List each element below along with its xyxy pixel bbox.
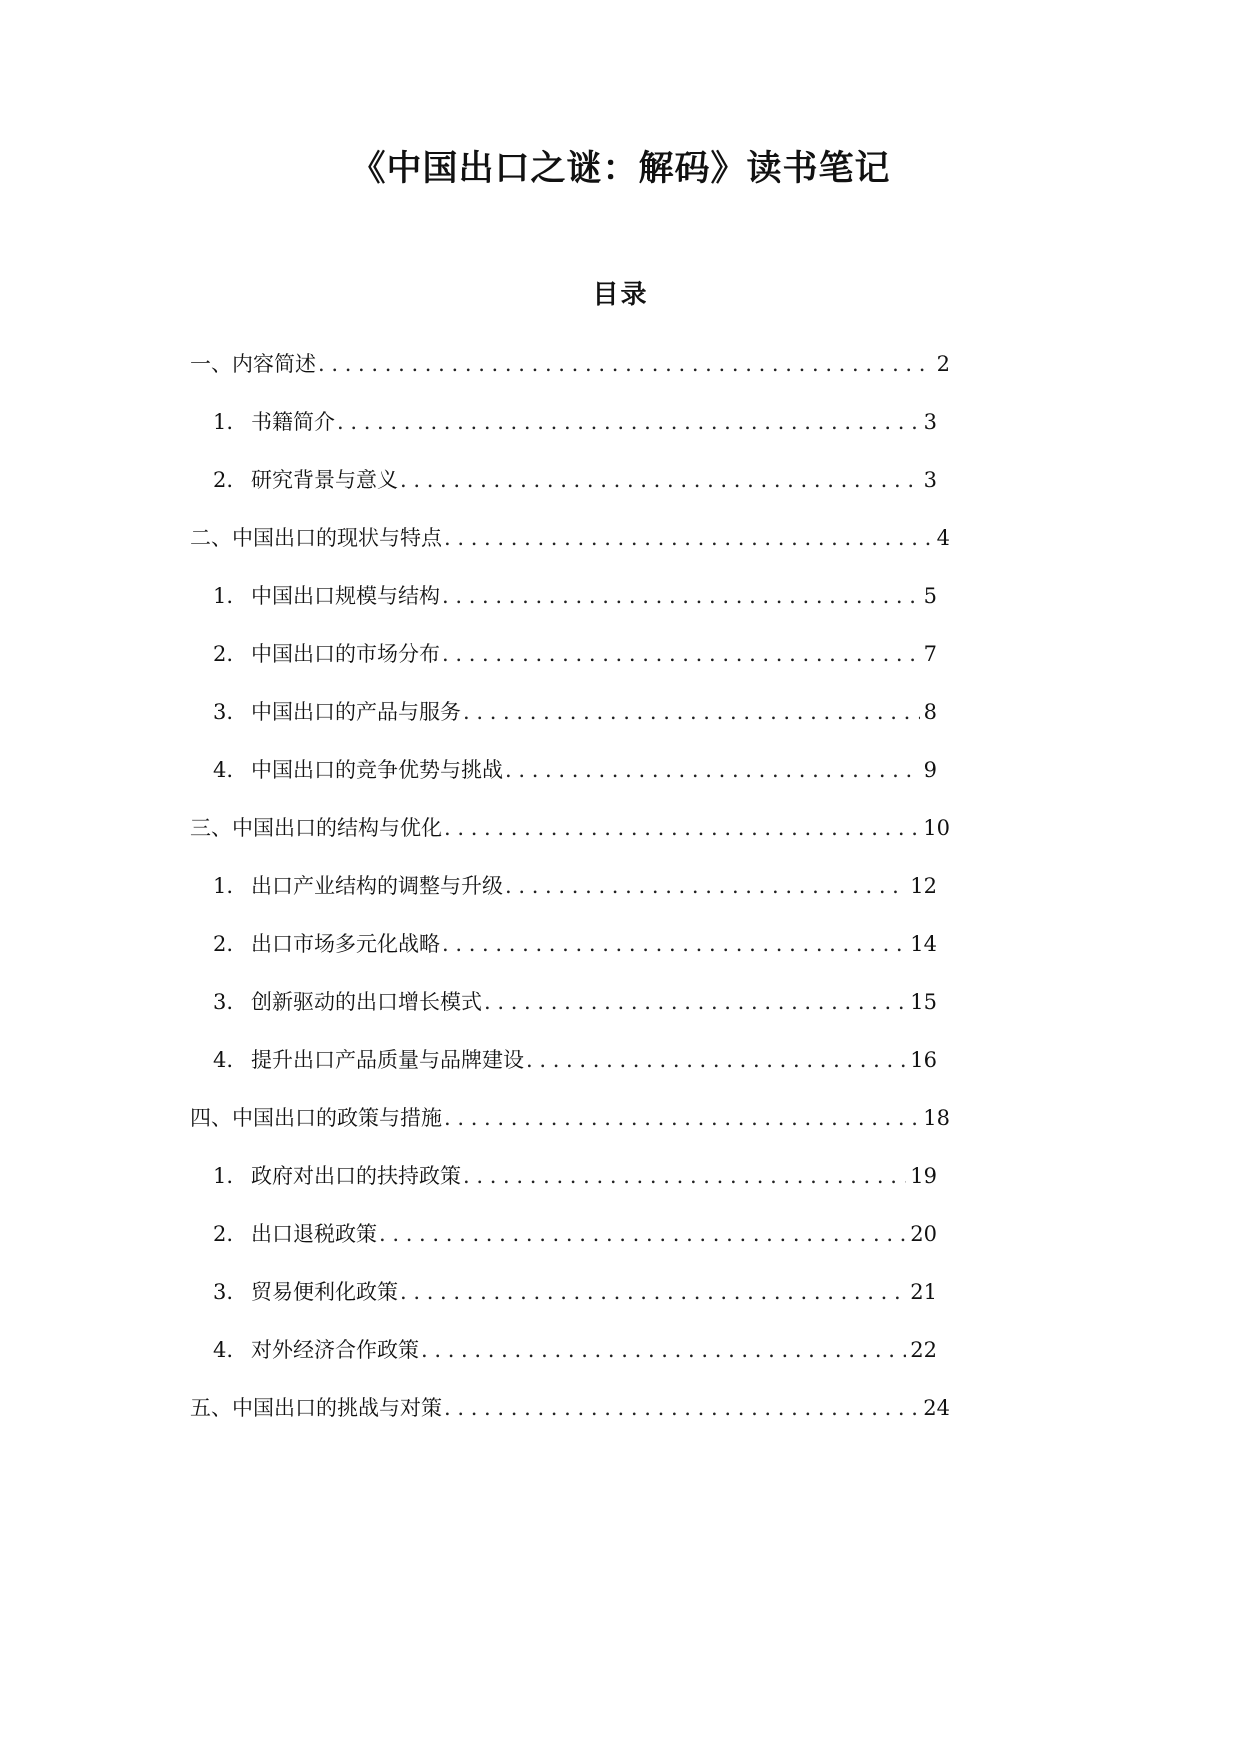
toc-dot-leader	[444, 1101, 919, 1135]
toc-entry[interactable]	[213, 1275, 937, 1309]
toc-entry[interactable]	[213, 927, 937, 961]
toc-entry-label: 书籍简介	[251, 410, 335, 434]
toc-page-number: 8	[923, 700, 937, 724]
toc-entry-number: 3.	[213, 990, 234, 1014]
toc-page-number: 4	[936, 526, 950, 550]
toc-dot-leader	[444, 521, 933, 555]
toc-dot-leader	[379, 1217, 906, 1251]
toc-dot-leader	[526, 1043, 906, 1077]
toc-entry-number: 3.	[213, 700, 234, 724]
toc-page-number: 21	[910, 1280, 937, 1304]
toc-page-number: 9	[923, 758, 937, 782]
toc-page-number: 3	[923, 410, 937, 434]
toc-dot-leader	[463, 1159, 906, 1193]
toc-dot-leader	[442, 927, 906, 961]
toc-entry[interactable]	[213, 1217, 937, 1251]
toc-dot-leader	[421, 1333, 906, 1367]
toc-entry[interactable]	[190, 1101, 950, 1135]
toc-entry-label: 三、中国出口的结构与优化	[190, 816, 442, 840]
toc-entry[interactable]	[213, 753, 937, 787]
toc-entry-label: 中国出口的产品与服务	[251, 700, 461, 724]
toc-page-number: 18	[923, 1106, 950, 1130]
toc-dot-leader	[484, 985, 906, 1019]
toc-page-number: 3	[923, 468, 937, 492]
toc-dot-leader	[463, 695, 920, 729]
toc-page-number: 5	[923, 584, 937, 608]
toc-dot-leader	[318, 347, 933, 381]
toc-entry-number: 4.	[213, 1338, 234, 1362]
toc-entry-number: 1.	[213, 410, 234, 434]
toc-page-number: 12	[910, 874, 937, 898]
toc-entry[interactable]	[213, 405, 937, 439]
toc-entry[interactable]	[213, 695, 937, 729]
toc-entry[interactable]	[213, 637, 937, 671]
toc-entry-label: 对外经济合作政策	[251, 1338, 419, 1362]
toc-page-number: 15	[910, 990, 937, 1014]
toc-entry[interactable]	[213, 1043, 937, 1077]
toc-entry[interactable]	[190, 347, 950, 381]
toc-page-number: 14	[910, 932, 937, 956]
toc-dot-leader	[442, 579, 920, 613]
toc-dot-leader	[444, 811, 919, 845]
toc-page-number: 24	[923, 1396, 950, 1420]
toc-page-number: 7	[923, 642, 937, 666]
toc-entry-number: 4.	[213, 758, 234, 782]
toc-dot-leader	[442, 637, 920, 671]
toc-entry-number: 2.	[213, 642, 234, 666]
toc-entry-label: 一、内容简述	[190, 352, 316, 376]
toc-page-number: 20	[910, 1222, 937, 1246]
toc-entry[interactable]	[213, 985, 937, 1019]
toc-entry-number: 2.	[213, 468, 234, 492]
toc-entry-number: 3.	[213, 1280, 234, 1304]
toc-entry-label: 二、中国出口的现状与特点	[190, 526, 442, 550]
toc-entry-label: 贸易便利化政策	[251, 1280, 398, 1304]
toc-dot-leader	[337, 405, 920, 439]
toc-dot-leader	[505, 869, 906, 903]
document-title: 《中国出口之谜：解码》读书笔记	[350, 149, 891, 189]
toc-entry-label: 出口退税政策	[251, 1222, 377, 1246]
toc-page-number: 22	[910, 1338, 937, 1362]
toc-entry[interactable]	[213, 1159, 937, 1193]
toc-page-number: 2	[936, 352, 950, 376]
toc-entry[interactable]	[190, 1391, 950, 1425]
toc-page-number: 19	[910, 1164, 937, 1188]
toc-entry-label: 中国出口的竞争优势与挑战	[251, 758, 503, 782]
toc-entry-label: 出口产业结构的调整与升级	[251, 874, 503, 898]
toc-entry-label: 创新驱动的出口增长模式	[251, 990, 482, 1014]
toc-entry[interactable]	[190, 521, 950, 555]
toc-page-number: 16	[910, 1048, 937, 1072]
toc-entry-label: 出口市场多元化战略	[251, 932, 440, 956]
toc-entry[interactable]	[213, 463, 937, 497]
toc-dot-leader	[400, 463, 920, 497]
toc-page-number: 10	[923, 816, 950, 840]
toc-entry-number: 2.	[213, 1222, 234, 1246]
toc-entry[interactable]	[190, 811, 950, 845]
toc-entry[interactable]	[213, 869, 937, 903]
toc-entry-label: 提升出口产品质量与品牌建设	[251, 1048, 524, 1072]
toc-heading: 目录	[592, 280, 649, 310]
toc-entry-number: 2.	[213, 932, 234, 956]
toc-dot-leader	[505, 753, 920, 787]
toc-entry-number: 1.	[213, 874, 234, 898]
toc-entry-label: 中国出口规模与结构	[251, 584, 440, 608]
toc-entry[interactable]	[213, 1333, 937, 1367]
toc-entry-number: 1.	[213, 1164, 234, 1188]
toc-entry-label: 中国出口的市场分布	[251, 642, 440, 666]
toc-entry-number: 1.	[213, 584, 234, 608]
toc-entry-label: 政府对出口的扶持政策	[251, 1164, 461, 1188]
toc-entry-label: 四、中国出口的政策与措施	[190, 1106, 442, 1130]
toc-entry[interactable]	[213, 579, 937, 613]
toc-entry-label: 五、中国出口的挑战与对策	[190, 1396, 442, 1420]
toc-dot-leader	[444, 1391, 919, 1425]
toc-entry-label: 研究背景与意义	[251, 468, 398, 492]
toc-entry-number: 4.	[213, 1048, 234, 1072]
toc-dot-leader	[400, 1275, 906, 1309]
